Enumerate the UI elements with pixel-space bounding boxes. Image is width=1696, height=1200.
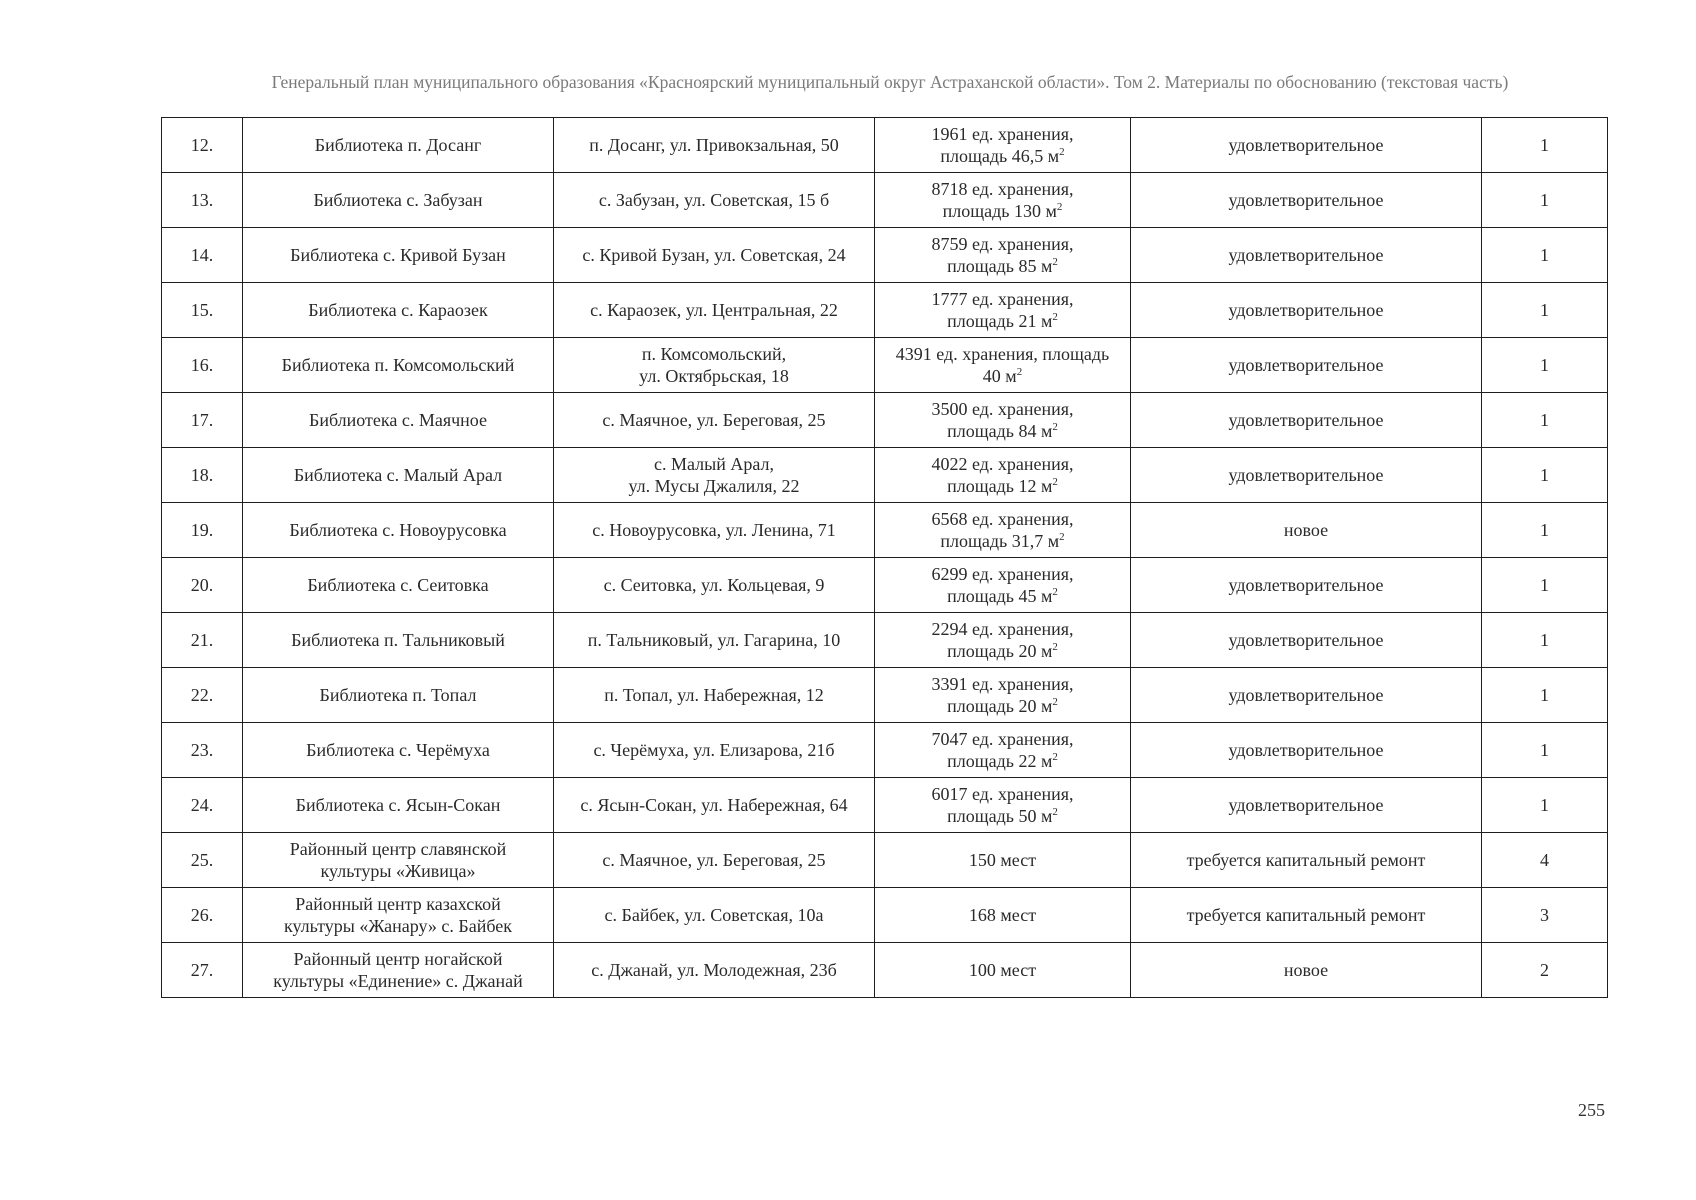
area-unit-superscript: 2 [1052,696,1058,708]
address-line [558,684,870,706]
condition-cell: удовлетворительное [1131,393,1482,448]
capacity-cell [875,118,1131,173]
capacity-cell [875,173,1131,228]
condition-cell: удовлетворительное [1131,173,1482,228]
capacity-text: 2294 ед. хранения, [931,619,1074,639]
capacity-line [879,530,1126,552]
condition-cell: требуется капитальный ремонт [1131,833,1482,888]
facility-name-cell [243,393,554,448]
count-cell: 1 [1482,393,1608,448]
table-row [162,943,1608,998]
row-number-cell: 27. [162,943,243,998]
condition-cell: новое [1131,503,1482,558]
facility-name-text: Библиотека с. Сеитовка [307,575,489,595]
capacity-text: 6017 ед. хранения, [931,784,1074,804]
condition-cell: удовлетворительное [1131,283,1482,338]
row-number-cell: 19. [162,503,243,558]
count-cell: 2 [1482,943,1608,998]
condition-cell: удовлетворительное [1131,558,1482,613]
capacity-line [879,849,1126,871]
address-cell [554,503,875,558]
capacity-line [879,783,1126,805]
table-row [162,558,1608,613]
area-unit-superscript: 2 [1052,311,1058,323]
area-unit-superscript: 2 [1052,806,1058,818]
facility-name-cell [243,338,554,393]
count-cell: 1 [1482,613,1608,668]
facility-name-cell [243,503,554,558]
address-cell [554,448,875,503]
address-text: с. Маячное, ул. Береговая, 25 [602,410,826,430]
capacity-cell [875,888,1131,943]
row-number-cell: 12. [162,118,243,173]
condition-cell: требуется капитальный ремонт [1131,888,1482,943]
table-row [162,228,1608,283]
facility-name-cell [243,943,554,998]
facility-name-line [247,189,549,211]
row-number-cell: 17. [162,393,243,448]
address-line [558,629,870,651]
count-cell: 1 [1482,778,1608,833]
facility-name-text: Районный центр казахской [295,894,501,914]
address-text: с. Сеитовка, ул. Кольцевая, 9 [603,575,825,595]
capacity-cell [875,283,1131,338]
area-unit-superscript: 2 [1052,641,1058,653]
capacity-cell [875,943,1131,998]
address-line [558,453,870,475]
capacity-line [879,563,1126,585]
count-cell: 1 [1482,723,1608,778]
address-text: ул. Октябрьская, 18 [639,366,789,386]
facility-name-text: Районный центр ногайской [293,949,503,969]
capacity-text: 8718 ед. хранения, [931,179,1074,199]
address-text: с. Новоурусовка, ул. Ленина, 71 [592,520,836,540]
facility-name-cell [243,778,554,833]
capacity-text: площадь 85 м [947,256,1053,276]
facility-name-line [247,684,549,706]
facility-name-line [247,409,549,431]
address-text: с. Забузан, ул. Советская, 15 б [598,190,830,210]
count-cell: 1 [1482,503,1608,558]
address-line [558,189,870,211]
table-row [162,723,1608,778]
facility-name-text: Районный центр славянской [289,839,507,859]
row-number-cell: 13. [162,173,243,228]
facility-name-line [247,794,549,816]
address-line [558,343,870,365]
address-cell [554,118,875,173]
area-unit-superscript: 2 [1052,421,1058,433]
table-row [162,833,1608,888]
row-number-cell: 23. [162,723,243,778]
capacity-cell [875,723,1131,778]
row-number-cell: 21. [162,613,243,668]
row-number-cell: 25. [162,833,243,888]
condition-cell: новое [1131,943,1482,998]
capacity-line [879,585,1126,607]
area-unit-superscript: 2 [1052,256,1058,268]
page-header: Генеральный план муниципального образования «Красноярский муниципальный округ Астраханской области». Том 2. Материалы по обоснованию (текстовая часть) [271,72,1509,92]
table-row [162,173,1608,228]
capacity-cell [875,558,1131,613]
address-text: ул. Мусы Джалиля, 22 [628,476,800,496]
capacity-text: 8759 ед. хранения, [931,234,1074,254]
area-unit-superscript: 2 [1016,366,1023,378]
condition-cell: удовлетворительное [1131,668,1482,723]
facility-name-text: Библиотека с. Маячное [308,410,488,430]
facility-name-text: Библиотека п. Комсомольский [281,355,515,375]
facility-name-cell [243,833,554,888]
capacity-cell [875,503,1131,558]
address-text: п. Топал, ул. Набережная, 12 [604,685,824,705]
capacity-text: 168 мест [968,905,1037,925]
capacity-text: 150 мест [968,850,1037,870]
count-cell: 1 [1482,338,1608,393]
facility-name-line [247,629,549,651]
capacity-line [879,310,1126,332]
address-text: п. Комсомольский, [641,344,787,364]
capacity-line [879,200,1126,222]
capacity-cell [875,778,1131,833]
count-cell: 1 [1482,283,1608,338]
address-line [558,794,870,816]
capacity-text: 3391 ед. хранения, [931,674,1074,694]
capacity-cell [875,833,1131,888]
row-number-cell: 26. [162,888,243,943]
table-row [162,888,1608,943]
capacity-text: 4391 ед. хранения, площадь [895,344,1110,364]
capacity-text: площадь 21 м [947,311,1053,331]
capacity-line [879,618,1126,640]
facility-name-cell [243,173,554,228]
facility-name-text: Библиотека с. Караозек [308,300,488,320]
address-line [558,959,870,981]
address-text: с. Кривой Бузан, ул. Советская, 24 [582,245,846,265]
capacity-line [879,959,1126,981]
facility-name-text: Библиотека п. Досанг [314,135,482,155]
condition-cell: удовлетворительное [1131,118,1482,173]
count-cell: 1 [1482,668,1608,723]
facility-name-text: культуры «Единение» с. Джанай [273,971,523,991]
table-row [162,503,1608,558]
page-number: 255 [1578,1100,1605,1120]
facility-name-line [247,860,549,882]
address-cell [554,723,875,778]
facility-name-line [247,970,549,992]
capacity-text: 1961 ед. хранения, [931,124,1074,144]
address-cell [554,393,875,448]
count-cell: 1 [1482,448,1608,503]
capacity-line [879,453,1126,475]
table-row [162,613,1608,668]
address-cell [554,613,875,668]
address-line [558,134,870,156]
capacity-text: площадь 50 м [947,806,1053,826]
address-cell [554,943,875,998]
facility-name-line [247,299,549,321]
capacity-text: 6568 ед. хранения, [931,509,1074,529]
row-number-cell: 20. [162,558,243,613]
facility-name-text: Библиотека с. Ясын-Сокан [295,795,501,815]
capacity-line [879,475,1126,497]
facility-name-text: Библиотека с. Кривой Бузан [290,245,506,265]
capacity-text: 40 м [982,366,1017,386]
address-text: с. Ясын-Сокан, ул. Набережная, 64 [580,795,848,815]
area-unit-superscript: 2 [1059,146,1065,158]
capacity-text: 6299 ед. хранения, [931,564,1074,584]
address-line [558,739,870,761]
capacity-text: площадь 45 м [947,586,1053,606]
row-number-cell: 24. [162,778,243,833]
table-row [162,118,1608,173]
facility-name-cell [243,448,554,503]
capacity-line [879,123,1126,145]
row-number-cell: 22. [162,668,243,723]
address-cell [554,228,875,283]
address-text: п. Тальниковый, ул. Гагарина, 10 [587,630,841,650]
count-cell: 1 [1482,558,1608,613]
table-row [162,448,1608,503]
facility-name-cell [243,228,554,283]
address-text: с. Маячное, ул. Береговая, 25 [602,850,826,870]
facility-name-line [247,838,549,860]
capacity-cell [875,613,1131,668]
condition-cell: удовлетворительное [1131,448,1482,503]
address-text: с. Караозек, ул. Центральная, 22 [590,300,838,320]
capacity-line [879,728,1126,750]
area-unit-superscript: 2 [1052,586,1058,598]
count-cell: 1 [1482,228,1608,283]
facility-name-text: культуры «Живица» [320,861,476,881]
capacity-cell [875,393,1131,448]
capacity-text: площадь 12 м [947,476,1053,496]
address-text: с. Джанай, ул. Молодежная, 23б [591,960,837,980]
facility-name-cell [243,558,554,613]
capacity-line [879,750,1126,772]
capacity-text: 1777 ед. хранения, [931,289,1074,309]
facility-name-text: культуры «Жанару» с. Байбек [283,916,513,936]
capacity-cell [875,668,1131,723]
capacity-line [879,398,1126,420]
address-cell [554,668,875,723]
address-line [558,574,870,596]
table-row [162,668,1608,723]
address-cell [554,338,875,393]
address-text: с. Черёмуха, ул. Елизарова, 21б [593,740,835,760]
facility-name-text: Библиотека п. Топал [319,685,477,705]
capacity-line [879,288,1126,310]
address-cell [554,173,875,228]
address-cell [554,283,875,338]
capacity-cell [875,228,1131,283]
capacity-text: площадь 20 м [947,641,1053,661]
capacity-line [879,695,1126,717]
capacity-text: площадь 31,7 м [940,531,1060,551]
row-number-cell: 15. [162,283,243,338]
capacity-text: площадь 22 м [947,751,1053,771]
area-unit-superscript: 2 [1052,476,1058,488]
capacity-text: площадь 84 м [947,421,1053,441]
capacity-line [879,233,1126,255]
address-line [558,849,870,871]
address-text: п. Досанг, ул. Привокзальная, 50 [589,135,839,155]
capacity-text: 7047 ед. хранения, [931,729,1074,749]
facility-name-line [247,244,549,266]
capacity-text: 4022 ед. хранения, [931,454,1074,474]
capacity-line [879,420,1126,442]
address-cell [554,558,875,613]
capacity-text: площадь 130 м [942,201,1057,221]
capacity-line [879,673,1126,695]
facility-name-line [247,948,549,970]
table-body [162,118,1608,998]
address-cell [554,888,875,943]
facility-name-line [247,134,549,156]
table-row [162,778,1608,833]
capacity-text: 3500 ед. хранения, [931,399,1074,419]
count-cell: 1 [1482,173,1608,228]
address-line [558,244,870,266]
address-line [558,365,870,387]
facility-name-line [247,464,549,486]
facility-name-cell [243,888,554,943]
count-cell: 1 [1482,118,1608,173]
address-line [558,475,870,497]
facility-name-cell [243,723,554,778]
address-cell [554,833,875,888]
facility-name-text: Библиотека с. Новоурусовка [289,520,507,540]
row-number-cell: 14. [162,228,243,283]
capacity-cell [875,448,1131,503]
facility-name-cell [243,283,554,338]
address-line [558,519,870,541]
address-cell [554,778,875,833]
condition-cell: удовлетворительное [1131,778,1482,833]
facilities-table [161,117,1608,998]
table-row [162,393,1608,448]
capacity-line [879,178,1126,200]
capacity-text: площадь 46,5 м [940,146,1060,166]
facility-name-text: Библиотека с. Черёмуха [306,740,490,760]
address-line [558,409,870,431]
capacity-line [879,365,1126,387]
capacity-line [879,904,1126,926]
area-unit-superscript: 2 [1056,201,1063,213]
area-unit-superscript: 2 [1059,531,1065,543]
address-line [558,904,870,926]
capacity-text: площадь 20 м [947,696,1053,716]
capacity-cell [875,338,1131,393]
condition-cell: удовлетворительное [1131,613,1482,668]
facility-name-line [247,519,549,541]
capacity-line [879,640,1126,662]
capacity-line [879,508,1126,530]
facility-name-text: Библиотека с. Малый Арал [293,465,503,485]
facility-name-text: Библиотека с. Забузан [313,190,483,210]
address-text: с. Малый Арал, [654,454,774,474]
address-text: с. Байбек, ул. Советская, 10а [604,905,824,925]
condition-cell: удовлетворительное [1131,338,1482,393]
capacity-line [879,343,1126,365]
condition-cell: удовлетворительное [1131,228,1482,283]
table-row [162,283,1608,338]
count-cell: 3 [1482,888,1608,943]
count-cell: 4 [1482,833,1608,888]
facility-name-line [247,574,549,596]
table-row [162,338,1608,393]
row-number-cell: 16. [162,338,243,393]
facility-name-line [247,354,549,376]
capacity-line [879,145,1126,167]
capacity-line [879,805,1126,827]
row-number-cell: 18. [162,448,243,503]
facility-name-line [247,739,549,761]
condition-cell: удовлетворительное [1131,723,1482,778]
facility-name-line [247,915,549,937]
facility-name-text: Библиотека п. Тальниковый [291,630,505,650]
facility-name-line [247,893,549,915]
facility-name-cell [243,668,554,723]
facility-name-cell [243,613,554,668]
facility-name-cell [243,118,554,173]
capacity-text: 100 мест [968,960,1037,980]
area-unit-superscript: 2 [1052,751,1058,763]
capacity-line [879,255,1126,277]
address-line [558,299,870,321]
